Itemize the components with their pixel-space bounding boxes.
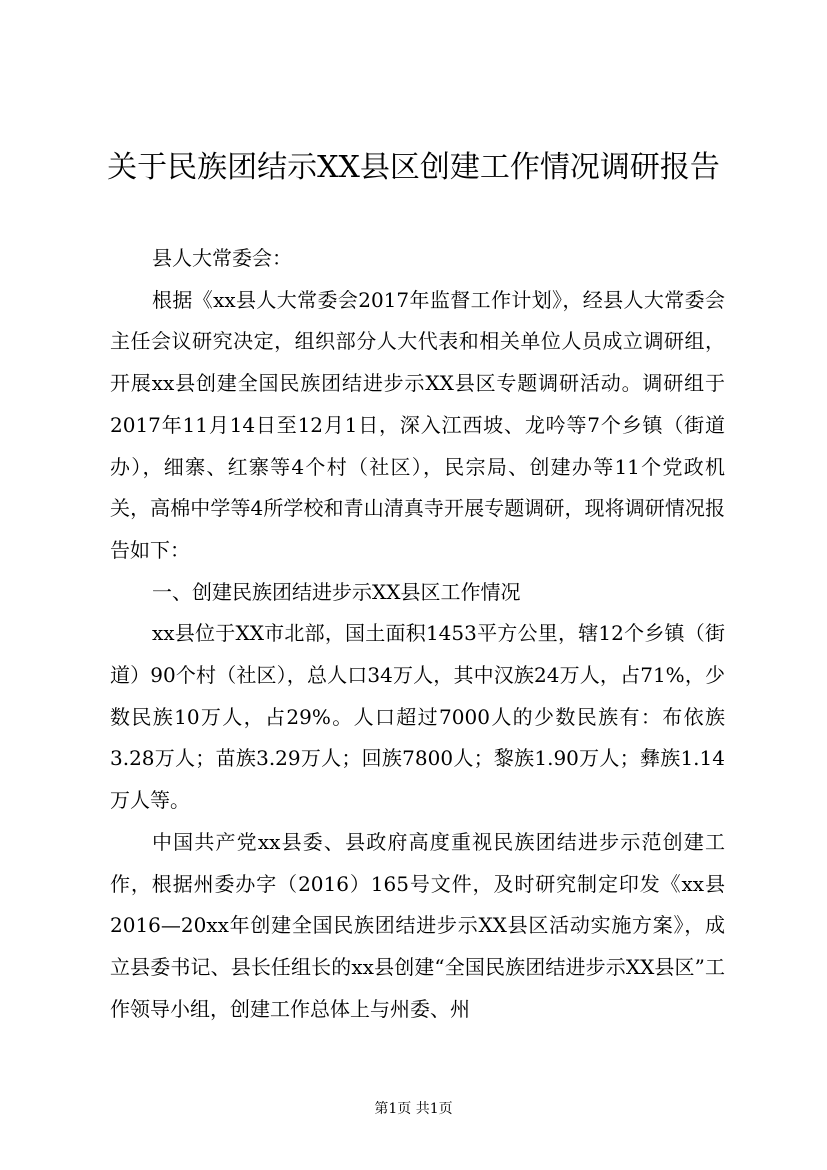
page-footer: 第1页 共1页 xyxy=(374,1101,453,1117)
document-title: 关于民族团结示XX县区创建工作情况调研报告 xyxy=(107,150,720,185)
section-heading: 一、创建民族团结进步示XX县区工作情况 xyxy=(152,579,521,604)
document-body xyxy=(110,238,725,1030)
paragraph-overview: xx县位于XX市北部，国土面积1453平方公里，辖12个乡镇（街道）90个村（社区），总人口34万人，其中汉族24万人，占71%，少数民族10万人，占29%。人口超过7000人的少数民族有：布依族3.28万人；苗族3.29万人；回族7800人；黎族1.90万人；彝族1.14万人等。 xyxy=(110,621,725,813)
paragraph-measures: 中国共产党xx县委、县政府高度重视民族团结进步示范创建工作，根据州委办字（2016）165号文件，及时研究制定印发《xx县2016—20xx年创建全国民族团结进步示XX县区活动实施方案》，成立县委书记、县长任组长的xx县创建“全国民族团结进步示XX县区”工作领导小组，创建工作总体上与州委、州 xyxy=(110,829,725,1021)
paragraph-intro: 根据《xx县人大常委会2017年监督工作计划》，经县人大常委会主任会议研究决定，组织部分人大代表和相关单位人员成立调研组，开展xx县创建全国民族团结进步示XX县区专题调研活动。调研组于2017年11月14日至12月1日，深入江西坡、龙吟等7个乡镇（街道办），细寨、红寨等4个村（社区），民宗局、创建办等11个党政机关，高棉中学等4所学校和青山清真寺开展专题调研，现将调研情况报告如下： xyxy=(110,287,725,562)
salutation: 县人大常委会： xyxy=(152,246,292,270)
